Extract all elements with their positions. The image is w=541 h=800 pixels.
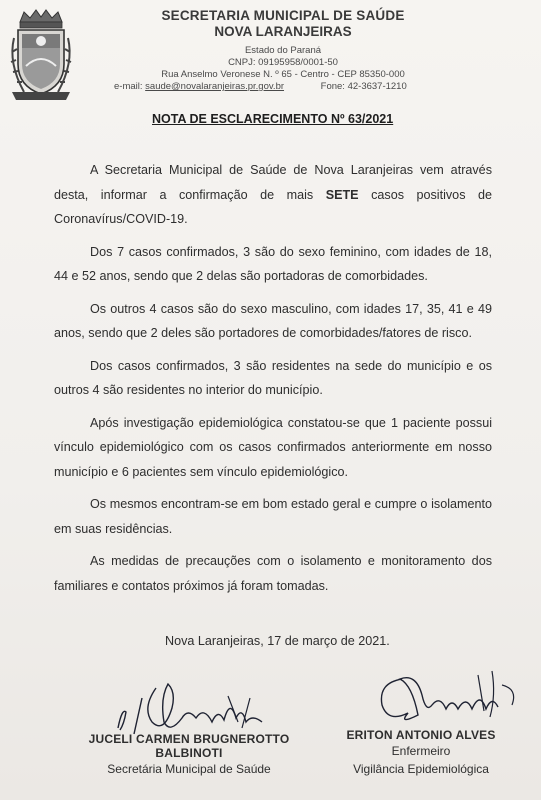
paragraph: Dos casos confirmados, 3 são residentes na sede do município e os outros 4 são residentes no interior do município. [54, 358, 492, 397]
org-name: SECRETARIA MUNICIPAL DE SAÚDE [161, 8, 405, 23]
signer-name: ERITON ANTONIO ALVES [346, 728, 496, 742]
signer-name: JUCELI CARMEN BRUGNEROTTO BALBINOTI [88, 732, 290, 760]
email-label: e-mail: [114, 81, 143, 92]
signer-role: Secretária Municipal de Saúde [107, 762, 271, 776]
address: Rua Anselmo Veronese N. º 65 - Centro - CEP 85350-000 [161, 69, 405, 80]
phone: Fone: 42-3637-1210 [320, 81, 407, 92]
paragraph: Após investigação epidemiológica constatou-se que 1 paciente possui vínculo epidemiológico com os casos confirmados anteriormente em nosso município e 6 pacientes sem vínculo epidemiológico. [54, 415, 492, 479]
emphasis: SETE [325, 187, 359, 202]
date-line: Nova Laranjeiras, 17 de março de 2021. [165, 634, 390, 648]
document-title: NOTA DE ESCLARECIMENTO Nº 63/2021 [152, 112, 394, 126]
coat-of-arms-icon [6, 8, 76, 104]
signer-role: Enfermeiro [391, 744, 451, 758]
contact-line [114, 81, 448, 93]
signature-right-icon [372, 665, 522, 735]
paragraph: As medidas de precauções com o isolamento e monitoramento dos familiares e contatos próximos já foram tomadas. [54, 554, 492, 593]
state-name: Estado do Paraná [244, 45, 322, 56]
paragraph: Os outros 4 casos são do sexo masculino, com idades 17, 35, 41 e 49 anos, sendo que 2 deles são portadores de comorbidades/fatores de risco. [54, 301, 492, 340]
municipality-name: NOVA LARANJEIRAS [214, 24, 352, 39]
signer-department: Vigilância Epidemiológica [353, 762, 489, 776]
letterhead [114, 8, 448, 93]
paragraph: Dos 7 casos confirmados, 3 são do sexo feminino, com idades de 18, 44 e 52 anos, sendo que 2 delas são portadoras de comorbidades. [54, 244, 492, 283]
document-body [54, 158, 492, 606]
signature-left-icon [112, 678, 292, 738]
signer-block-right [336, 728, 506, 778]
email-link[interactable]: saude@novalaranjeiras.pr.gov.br [145, 81, 285, 92]
signer-block-left [54, 732, 324, 778]
paragraph: A Secretaria Municipal de Saúde de Nova Laranjeiras vem através desta, informar a confirmação de mais SETE casos positivos de Coronavírus/COVID-19. [54, 163, 492, 226]
paragraph: Os mesmos encontram-se em bom estado geral e cumpre o isolamento em suas residências. [54, 497, 492, 536]
cnpj: CNPJ: 09195958/0001-50 [228, 57, 338, 68]
